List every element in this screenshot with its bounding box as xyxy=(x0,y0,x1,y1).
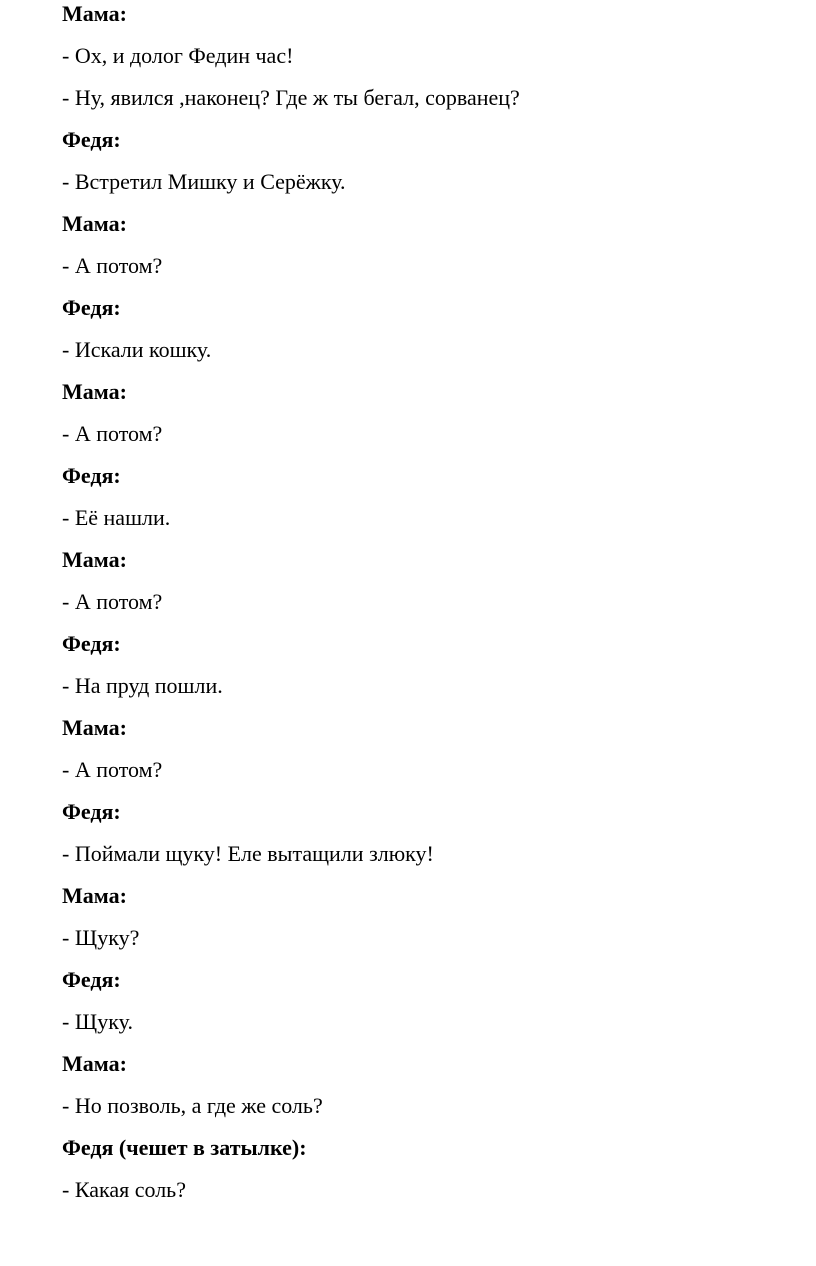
speech-line: - А потом? xyxy=(62,421,163,446)
speaker-label: Мама: xyxy=(62,379,127,404)
speech-line: - Но позволь, а где же соль? xyxy=(62,1093,323,1118)
speech-line: - Какая соль? xyxy=(62,1177,186,1202)
speaker-label: Федя: xyxy=(62,295,121,320)
speaker-label: Мама: xyxy=(62,547,127,572)
speech-line: - Ну, явился ,наконец? Где ж ты бегал, сорванец? xyxy=(62,85,520,110)
speaker-label: Мама: xyxy=(62,1051,127,1076)
speech-line: - Искали кошку. xyxy=(62,337,212,362)
speaker-label: Мама: xyxy=(62,715,127,740)
speaker-label: Мама: xyxy=(62,1,127,26)
speaker-label: Мама: xyxy=(62,883,127,908)
speaker-label: Федя: xyxy=(62,127,121,152)
speaker-label: Федя (чешет в затылке): xyxy=(62,1135,307,1160)
speaker-label: Федя: xyxy=(62,799,121,824)
speech-line: - Поймали щуку! Еле вытащили злюку! xyxy=(62,841,434,866)
speech-line: - А потом? xyxy=(62,253,163,278)
speaker-label: Мама: xyxy=(62,211,127,236)
speaker-label: Федя: xyxy=(62,967,121,992)
speech-line: - Встретил Мишку и Серёжку. xyxy=(62,169,346,194)
dialogue xyxy=(62,0,802,1218)
speech-line: - А потом? xyxy=(62,589,163,614)
speech-line: - Её нашли. xyxy=(62,505,171,530)
speech-line: - На пруд пошли. xyxy=(62,673,223,698)
speech-line: - А потом? xyxy=(62,757,163,782)
speech-line: - Щуку? xyxy=(62,925,140,950)
speech-line: - Ох, и долог Федин час! xyxy=(62,43,294,68)
speaker-label: Федя: xyxy=(62,463,121,488)
speaker-label: Федя: xyxy=(62,631,121,656)
speech-line: - Щуку. xyxy=(62,1009,133,1034)
